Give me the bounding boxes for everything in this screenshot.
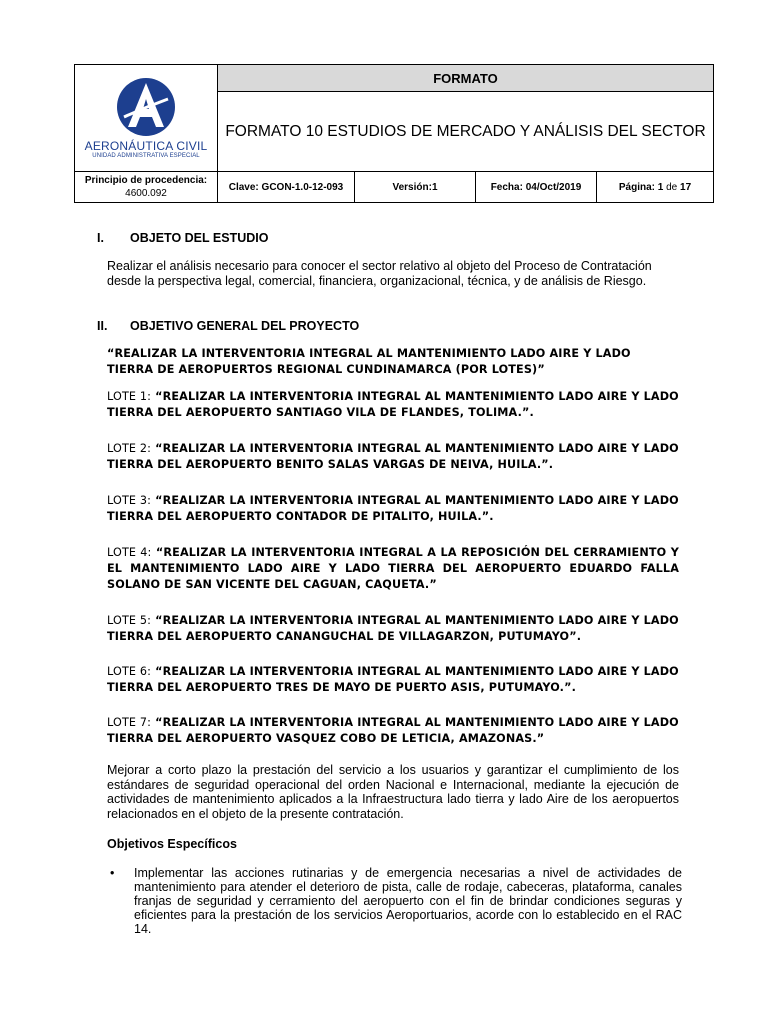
section-2-number: II. (97, 319, 108, 333)
section-1-text: Realizar el análisis necesario para conocer el sector relativo al objeto del Proceso de Contratación desde la perspectiva legal, comercial, financiera, organizacional, técnica, y de análisis de Riesgo. (107, 259, 652, 288)
principio-value: 4600.092 (125, 188, 167, 199)
lote-4-text: “REALIZAR LA INTERVENTORIA INTEGRAL A LA REPOSICIÓN DEL CERRAMIENTO Y EL MANTENIMIENTO LADO AIRE Y LADO TIERRA DEL AEROPUERTO EDUARDO FALLA SOLANO DE SAN VICENTE DEL CAGUAN, CAQUETA.” (107, 546, 679, 591)
lote-2-text: “REALIZAR LA INTERVENTORIA INTEGRAL AL MANTENIMIENTO LADO AIRE Y LADO TIERRA DEL AEROPUERTO BENITO SALAS VARGAS DE NEIVA, HUILA.”. (107, 442, 679, 471)
document-title: FORMATO 10 ESTUDIOS DE MERCADO Y ANÁLISIS DEL SECTOR (218, 92, 714, 172)
pagina-de: de (663, 181, 681, 193)
lote-7-paragraph (107, 715, 679, 747)
lote-3-text: “REALIZAR LA INTERVENTORIA INTEGRAL AL MANTENIMIENTO LADO AIRE Y LADO TIERRA DEL AEROPUERTO CONTADOR DE PITALITO, HUILA.”. (107, 494, 679, 523)
lote-7-text: “REALIZAR LA INTERVENTORIA INTEGRAL AL MANTENIMIENTO LADO AIRE Y LADO TIERRA DEL AEROPUERTO VASQUEZ COBO DE LETICIA, AMAZONAS.” (107, 716, 679, 745)
logo-cell (75, 65, 218, 172)
main-object-text: “REALIZAR LA INTERVENTORIA INTEGRAL AL MANTENIMIENTO LADO AIRE Y LADO TIERRA DE AEROPUERTOS REGIONAL CUNDINAMARCA (POR LOTES)” (107, 347, 631, 376)
lote-4-label: LOTE 4: (107, 546, 152, 559)
clave-cell: Clave: GCON-1.0-12-093 (218, 172, 355, 203)
bullet-glyph: • (110, 866, 115, 880)
section-2-heading (97, 319, 359, 333)
section-1-number: I. (97, 231, 104, 245)
lote-7-label: LOTE 7: (107, 716, 152, 729)
aerocivil-logo-icon (116, 77, 176, 137)
lote-1-text: “REALIZAR LA INTERVENTORIA INTEGRAL AL MANTENIMIENTO LADO AIRE Y LADO TIERRA DEL AEROPUERTO SANTIAGO VILA DE FLANDES, TOLIMA.”. (107, 390, 679, 419)
version-cell: Versión:1 (355, 172, 476, 203)
principio-cell (75, 172, 218, 203)
list-item (110, 866, 682, 936)
lote-6-label: LOTE 6: (107, 665, 152, 678)
lote-2-paragraph (107, 441, 679, 473)
pagina-prefix: Página: (618, 181, 658, 193)
section-2-title: OBJETIVO GENERAL DEL PROYECTO (130, 319, 360, 333)
principio-label: Principio de procedencia: (84, 175, 208, 186)
lote-3-label: LOTE 3: (107, 494, 152, 507)
lote-1-paragraph (107, 389, 679, 421)
document-header-table (74, 64, 714, 203)
bullet-text: Implementar las acciones rutinarias y de emergencia necesarias a nivel de actividades de mantenimiento para atender el deterioro de pista, calle de rodaje, cabeceras, plataforma, canales franjas de seguridad y cerramiento del aeropuerto con el fin de brindar condiciones seguras y eficientes para la prestación de los servicios Aeroportuarios, acorde con lo establecido en el RAC 14. (134, 866, 682, 936)
logo-name: AERONÁUTICA CIVIL (84, 139, 208, 153)
general-goal-text: Mejorar a corto plazo la prestación del servicio a los usuarios y garantizar el cumplimiento de los estándares de seguridad operacional del orden Nacional e Internacional, mediante la ejecución de actividades de mantenimiento aplicados a la Infraestructura lado tierra y lado Aire de los aeropuertos relacionados en el objeto de la presente contratación. (107, 763, 679, 821)
section-1-heading (97, 231, 268, 245)
lote-6-paragraph (107, 664, 679, 696)
specific-objectives-heading: Objetivos Específicos (107, 837, 237, 851)
section-1-title: OBJETO DEL ESTUDIO (130, 231, 269, 245)
lote-1-label: LOTE 1: (107, 390, 152, 403)
fecha-cell: Fecha: 04/Oct/2019 (476, 172, 597, 203)
pagina-total: 17 (680, 181, 692, 193)
pagina-number: 1 (657, 181, 664, 193)
lote-5-label: LOTE 5: (107, 614, 152, 627)
lote-5-text: “REALIZAR LA INTERVENTORIA INTEGRAL AL MANTENIMIENTO LADO AIRE Y LADO TIERRA DEL AEROPUERTO CANANGUCHAL DE VILLAGARZON, PUTUMAYO”. (107, 614, 679, 643)
formato-label: FORMATO (218, 65, 714, 92)
pagina-cell (597, 172, 714, 203)
logo-subtitle: UNIDAD ADMINISTRATIVA ESPECIAL (92, 153, 200, 159)
lote-4-paragraph (107, 545, 679, 593)
lote-2-label: LOTE 2: (107, 442, 152, 455)
lote-6-text: “REALIZAR LA INTERVENTORIA INTEGRAL AL MANTENIMIENTO LADO AIRE Y LADO TIERRA DEL AEROPUERTO TRES DE MAYO DE PUERTO ASIS, PUTUMAYO.”. (107, 665, 679, 694)
lote-5-paragraph (107, 613, 679, 645)
lote-3-paragraph (107, 493, 679, 525)
